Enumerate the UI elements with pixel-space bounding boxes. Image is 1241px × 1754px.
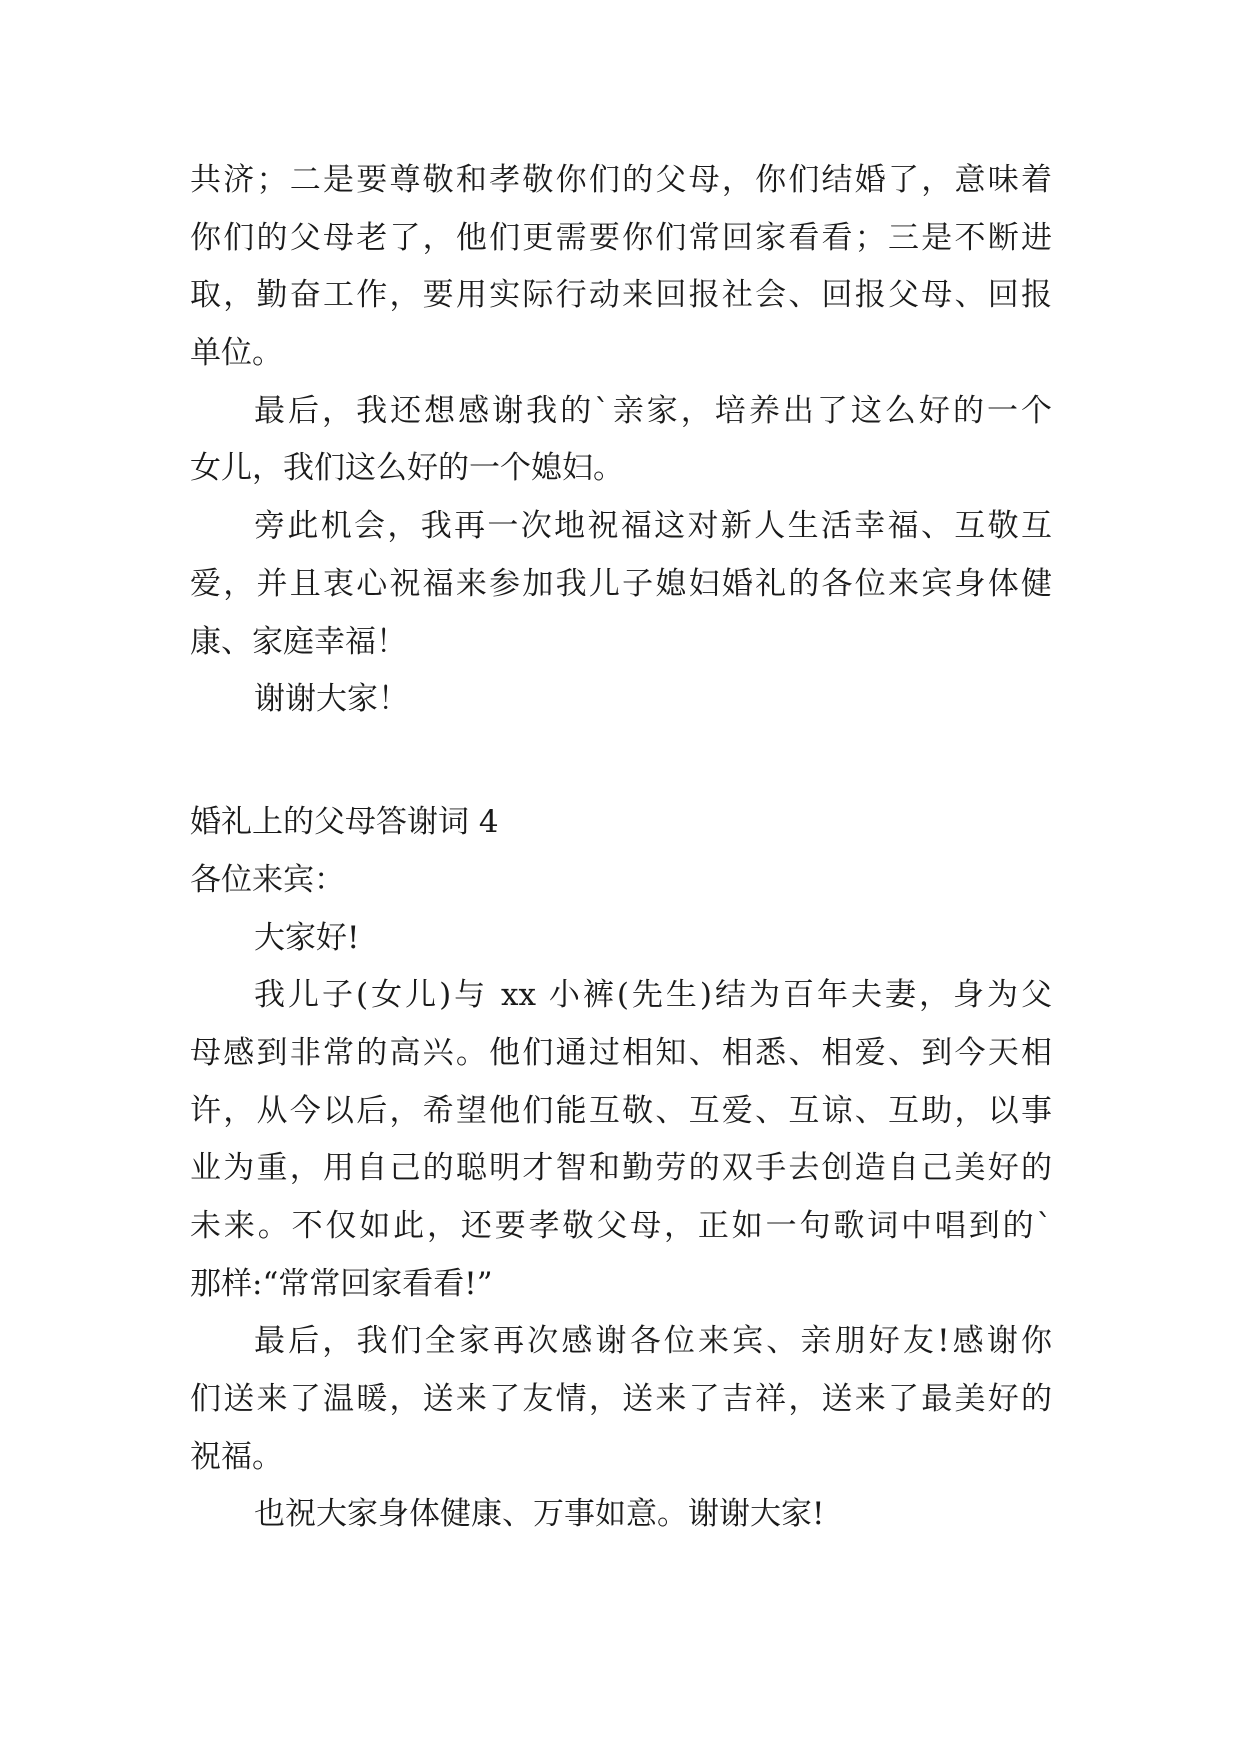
text-line: 旁此机会，我再一次地祝福这对新人生活幸福、互敬互: [254, 508, 1052, 544]
text-line: 最后，我们全家再次感谢各位来宾、亲朋好友!感谢你: [254, 1323, 1052, 1359]
text-line: 共济；二是要尊敬和孝敬你们的父母，你们结婚了，意味着: [190, 162, 1052, 198]
text-line: 取，勤奋工作，要用实际行动来回报社会、回报父母、回报: [190, 277, 1052, 313]
closing-thanks: 谢谢大家！: [254, 681, 409, 717]
text-line: 祝福。: [190, 1439, 283, 1475]
greeting: 各位来宾：: [190, 862, 345, 898]
text-line: 许，从今以后，希望他们能互敬、互爱、互谅、互助，以事: [190, 1093, 1052, 1129]
text-line: 单位。: [190, 335, 283, 371]
section-title: 婚礼上的父母答谢词 4: [190, 804, 499, 840]
text-line: 康、家庭幸福！: [190, 624, 407, 660]
text-line: 们送来了温暖，送来了友情，送来了吉祥，送来了最美好的: [190, 1381, 1052, 1417]
text-line: 那样:“常常回家看看!”: [190, 1266, 493, 1302]
text-line: 最后，我还想感谢我的`亲家，培养出了这么好的一个: [254, 393, 1052, 429]
text-line: 女儿，我们这么好的一个媳妇。: [190, 450, 624, 486]
hello-line: 大家好!: [254, 920, 360, 956]
closing-wish: 也祝大家身体健康、万事如意。谢谢大家!: [254, 1496, 825, 1532]
text-line: 爱，并且衷心祝福来参加我儿子媳妇婚礼的各位来宾身体健: [190, 566, 1052, 602]
text-line: 业为重，用自己的聪明才智和勤劳的双手去创造自己美好的: [190, 1150, 1052, 1186]
text-line: 未来。不仅如此，还要孝敬父母，正如一句歌词中唱到的`: [190, 1208, 1052, 1244]
text-line: 你们的父母老了，他们更需要你们常回家看看；三是不断进: [190, 220, 1052, 256]
text-line: 母感到非常的高兴。他们通过相知、相悉、相爱、到今天相: [190, 1035, 1052, 1071]
text-line: 我儿子(女儿)与 xx 小裤(先生)结为百年夫妻，身为父: [254, 977, 1052, 1013]
